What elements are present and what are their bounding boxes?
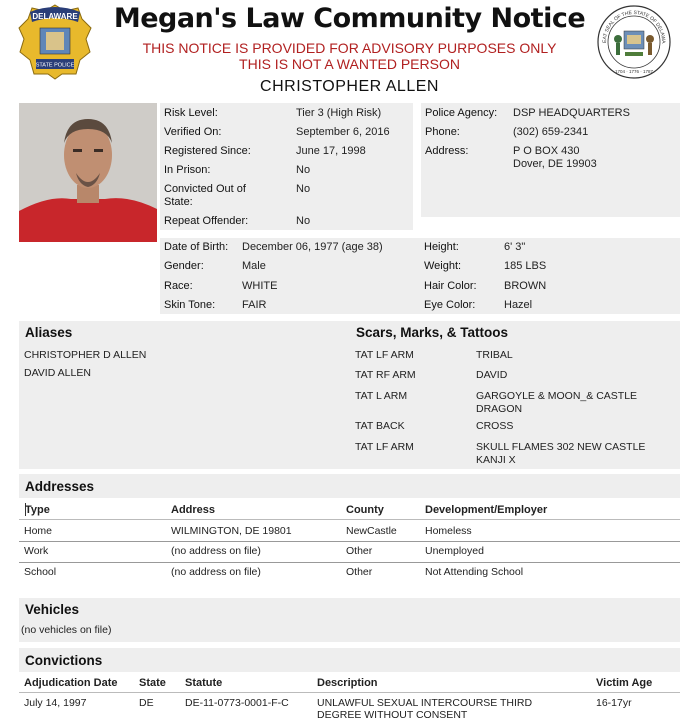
table-cell: UNLAWFUL SEXUAL INTERCOURSE THIRD: [317, 697, 533, 709]
column-header: Address: [171, 504, 216, 516]
dob-label: Date of Birth:: [164, 241, 229, 253]
column-header: State: [139, 677, 166, 689]
column-header: Victim Age: [596, 677, 653, 689]
convicted-out-label: Convicted Out of: [164, 183, 246, 195]
vehicles-empty-text: (no vehicles on file): [21, 624, 112, 636]
not-wanted-notice: THIS IS NOT A WANTED PERSON: [239, 56, 460, 72]
table-row: [19, 563, 680, 583]
table-cell: Home: [24, 525, 53, 537]
table-cell: 16-17yr: [596, 697, 632, 709]
offender-name: CHRISTOPHER ALLEN: [260, 78, 439, 95]
convictions-panel: [19, 648, 680, 721]
verified-label: Verified On:: [164, 126, 222, 138]
height-label: Height:: [424, 241, 459, 253]
table-cell: DE: [139, 697, 154, 709]
hair-color-label: Hair Color:: [424, 280, 477, 292]
table-cell: DE-11-0773-0001-F-C: [185, 697, 289, 709]
table-cell: Other: [346, 566, 373, 578]
in-prison-value: No: [296, 164, 311, 176]
table-cell: Homeless: [425, 525, 472, 537]
convictions-heading: Convictions: [25, 653, 103, 668]
table-cell: Unemployed: [425, 545, 484, 557]
column-header: Type: [25, 504, 50, 516]
scar-description: CROSS: [476, 420, 514, 432]
scar-description-cont: DRAGON: [476, 403, 523, 415]
svg-text:DELAWARE: DELAWARE: [32, 12, 78, 21]
agency-panel: [421, 103, 680, 217]
aliases-heading: Aliases: [25, 325, 73, 340]
scar-location: TAT LF ARM: [355, 349, 414, 361]
scar-description: TRIBAL: [476, 349, 513, 361]
skin-tone-label: Skin Tone:: [164, 299, 216, 311]
svg-text:1704 · 1776 · 1787: 1704 · 1776 · 1787: [614, 69, 654, 74]
status-panel: [160, 103, 413, 230]
column-header: Adjudication Date: [24, 677, 118, 689]
table-row: [19, 542, 680, 562]
table-cell: Not Attending School: [425, 566, 524, 578]
column-header: Development/Employer: [425, 504, 548, 516]
table-cell: Work: [24, 545, 49, 557]
race-value: WHITE: [242, 280, 278, 292]
table-cell: NewCastle: [346, 525, 397, 537]
height-value: 6' 3": [504, 241, 526, 253]
eye-color-label: Eye Color:: [424, 299, 476, 311]
advisory-notice: THIS NOTICE IS PROVIDED FOR ADVISORY PURPOSES ONLY: [142, 40, 557, 56]
svg-text:STATE POLICE: STATE POLICE: [35, 62, 75, 69]
alias-item: DAVID ALLEN: [24, 367, 91, 379]
offender-photo: [19, 103, 157, 242]
table-cell: School: [24, 566, 57, 578]
risk-level-value: Tier 3 (High Risk): [296, 107, 382, 119]
scar-description: GARGOYLE & MOON_& CASTLE: [476, 390, 638, 402]
gender-label: Gender:: [164, 260, 204, 272]
eye-color-value: Hazel: [504, 299, 533, 311]
in-prison-label: In Prison:: [164, 164, 211, 176]
weight-label: Weight:: [424, 260, 462, 272]
address-label: Address:: [425, 145, 469, 157]
scars-heading: Scars, Marks, & Tattoos: [356, 325, 509, 340]
addresses-table: [19, 498, 680, 584]
hair-color-value: BROWN: [504, 280, 547, 292]
agency-address-line2: Dover, DE 19903: [513, 158, 597, 170]
column-header: Statute: [185, 677, 223, 689]
phone-value: (302) 659-2341: [513, 126, 589, 138]
table-cell: WILMINGTON, DE 19801: [171, 525, 292, 537]
convicted-out-label-cont: State:: [164, 196, 193, 208]
table-row: [19, 693, 680, 723]
alias-item: CHRISTOPHER D ALLEN: [24, 349, 147, 361]
repeat-offender-value: No: [296, 215, 311, 227]
risk-level-label: Risk Level:: [164, 107, 218, 119]
addresses-panel: [19, 474, 680, 584]
agency-address-line1: P O BOX 430: [513, 145, 580, 157]
scar-location: TAT BACK: [355, 420, 405, 432]
scar-description: DAVID: [476, 369, 508, 381]
convicted-out-value: No: [296, 183, 311, 195]
convictions-table: [19, 672, 680, 721]
column-header: County: [346, 504, 384, 516]
scar-location: TAT RF ARM: [355, 369, 416, 381]
repeat-offender-label: Repeat Offender:: [164, 215, 249, 227]
column-header: Description: [317, 677, 378, 689]
scar-location: TAT L ARM: [355, 390, 408, 402]
scar-location: TAT LF ARM: [355, 441, 414, 453]
addresses-heading: Addresses: [25, 479, 95, 494]
weight-value: 185 LBS: [504, 260, 547, 272]
table-cell: July 14, 1997: [24, 697, 87, 709]
registered-label: Registered Since:: [164, 145, 251, 157]
race-label: Race:: [164, 280, 193, 292]
agency-label: Police Agency:: [425, 107, 498, 119]
table-cell: (no address on file): [171, 545, 261, 557]
vehicles-panel: [19, 598, 680, 642]
table-cell: Other: [346, 545, 373, 557]
vehicles-heading: Vehicles: [25, 602, 80, 617]
page-title: Megan's Law Community Notice: [113, 3, 586, 34]
skin-tone-value: FAIR: [242, 299, 267, 311]
table-cell-cont: DEGREE WITHOUT CONSENT: [317, 709, 468, 721]
table-cell: (no address on file): [171, 566, 261, 578]
gender-value: Male: [242, 260, 266, 272]
svg-text:GREAT SEAL OF THE STATE OF DEL: EAT SEAL OF THE STATE OF DELAWA: [601, 9, 667, 44]
phone-label: Phone:: [425, 126, 460, 138]
scar-description: SKULL FLAMES 302 NEW CASTLE: [476, 441, 646, 453]
registered-value: June 17, 1998: [296, 145, 366, 157]
table-row: [19, 520, 680, 540]
aliases-scars-panel: [19, 321, 680, 469]
dob-value: December 06, 1977 (age 38): [242, 241, 383, 253]
delaware-state-seal-icon: [597, 3, 671, 81]
verified-value: September 6, 2016: [296, 126, 390, 138]
agency-value: DSP HEADQUARTERS: [513, 107, 630, 119]
physical-description-panel: [160, 238, 680, 314]
scar-description-cont: KANJI X: [476, 454, 516, 466]
